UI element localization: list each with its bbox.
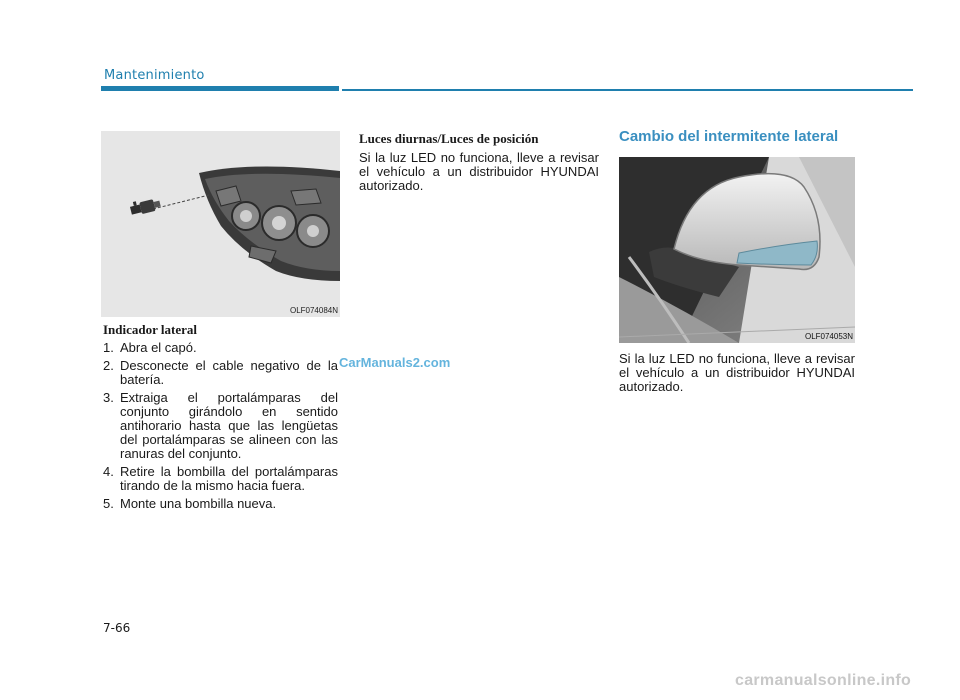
drl-heading: Luces diurnas/Luces de posición: [359, 131, 539, 146]
list-item: [103, 359, 338, 387]
step-number: 3.: [103, 390, 114, 405]
side-indicator-paragraph: Si la luz LED no funciona, lleve a revisar el vehículo a un distribuidor HYUNDAI autorizado.: [619, 351, 855, 394]
side-mirror-figure: [619, 157, 855, 343]
step-number: 5.: [103, 496, 114, 511]
step-text: Extraiga el portalámparas del conjunto girándolo en sentido antihorario hasta que las lengüetas del portalámparas se alineen con las ranuras del conjunto.: [120, 390, 338, 461]
header-rule-thin: [342, 89, 913, 91]
step-number: 2.: [103, 358, 114, 373]
side-mirror-illustration: [619, 157, 855, 343]
step-number: 4.: [103, 464, 114, 479]
list-item: [103, 465, 338, 493]
header-rule-thick: [101, 86, 339, 91]
page-number: 7-66: [103, 621, 131, 635]
drl-paragraph: Si la luz LED no funciona, lleve a revisar el vehículo a un distribuidor HYUNDAI autorizado.: [359, 150, 599, 193]
indicator-heading: Indicador lateral: [103, 322, 198, 337]
side-indicator-heading: Cambio del intermitente lateral: [619, 128, 839, 145]
step-text: Desconecte el cable negativo de la batería.: [120, 358, 338, 387]
step-text: Retire la bombilla del portalámparas tirando de la mismo hacia fuera.: [120, 464, 338, 493]
step-text: Monte una bombilla nueva.: [120, 496, 277, 511]
step-text: Abra el capó.: [120, 340, 197, 355]
step-number: 1.: [103, 340, 114, 355]
headlamp-assembly-figure: [101, 131, 340, 317]
figure-code: OLF074084N: [289, 306, 338, 315]
watermark-bottom: carmanualsonline.info: [735, 672, 912, 689]
steps-list: [103, 341, 338, 515]
watermark-top: CarManuals2.com: [339, 355, 451, 370]
headlamp-illustration: [101, 131, 340, 317]
section-title: Mantenimiento: [104, 68, 205, 83]
list-item: [103, 391, 338, 461]
list-item: [103, 497, 338, 511]
list-item: [103, 341, 338, 355]
figure-code: OLF074053N: [804, 332, 853, 341]
